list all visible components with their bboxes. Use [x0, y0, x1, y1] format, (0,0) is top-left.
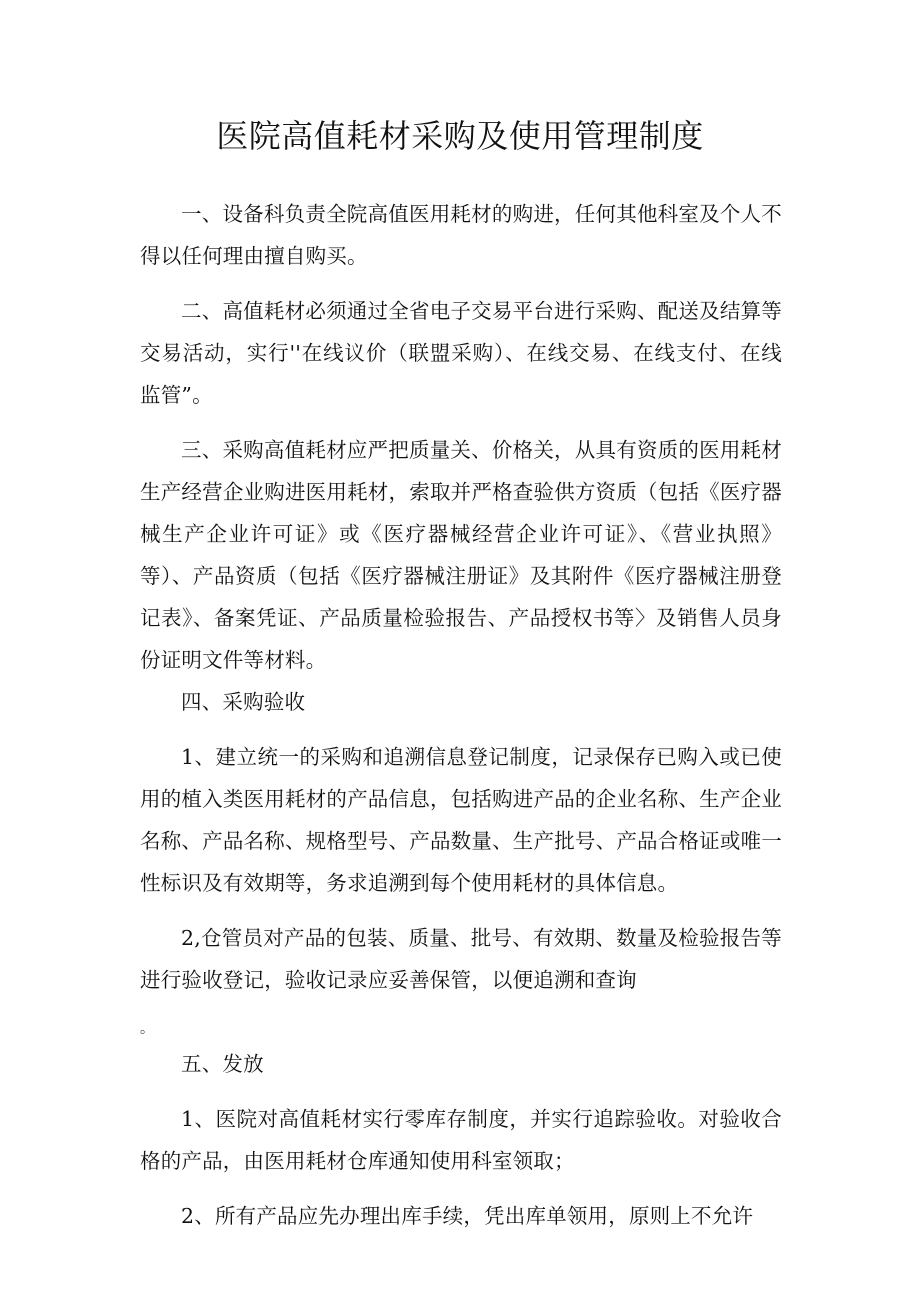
- paragraph-1: 一、设备科负责全院高值医用耗材的购进，任何其他科室及个人不得以任何理由擅自购买。: [140, 202, 782, 268]
- paragraph-5-2: 2、所有产品应先办理出库手续，凭出库单领用，原则上不允许: [181, 1204, 754, 1228]
- section-heading-4: 四、采购验收: [181, 690, 306, 714]
- paragraph-3: 三、采购高值耗材应严把质量关、价格关，从具有资质的医用耗材生产经营企业购进医用耗材，索取并严格查验供方资质（包括《医疗器械生产企业许可证》或《医疗器械经营企业许可证》、《营业执照》等）、产品资质（包括《医疗器械注册证》及其附件《医疗器械注册登记表》、备案凭证、产品质量检验报告、产品授权书等〉及销售人员身份证明文件等材料。: [140, 438, 782, 672]
- stray-period: 。: [140, 1021, 154, 1037]
- document-body: [140, 193, 782, 1237]
- document-title: 医院高值耗材采购及使用管理制度: [216, 117, 704, 155]
- paragraph-2: 二、高值耗材必须通过全省电子交易平台进行采购、配送及结算等交易活动，实行''在线议价（联盟采购）、在线交易、在线支付、在线监管”。: [140, 299, 782, 407]
- paragraph-5-1: 1、医院对高值耗材实行零库存制度，并实行追踪验收。对验收合格的产品，由医用耗材仓库通知使用科室领取；: [140, 1107, 782, 1173]
- paragraph-4-1: 1、建立统一的采购和追溯信息登记制度，记录保存已购入或已使用的植入类医用耗材的产品信息，包括购进产品的企业名称、生产企业名称、产品名称、规格型号、产品数量、生产批号、产品合格证或唯一性标识及有效期等，务求追溯到每个使用耗材的具体信息。: [140, 745, 782, 895]
- paragraph-4-2: 2,仓管员对产品的包装、质量、批号、有效期、数量及检验报告等进行验收登记，验收记录应妥善保管，以便追溯和查询: [140, 926, 782, 992]
- section-heading-5: 五、发放: [181, 1052, 264, 1076]
